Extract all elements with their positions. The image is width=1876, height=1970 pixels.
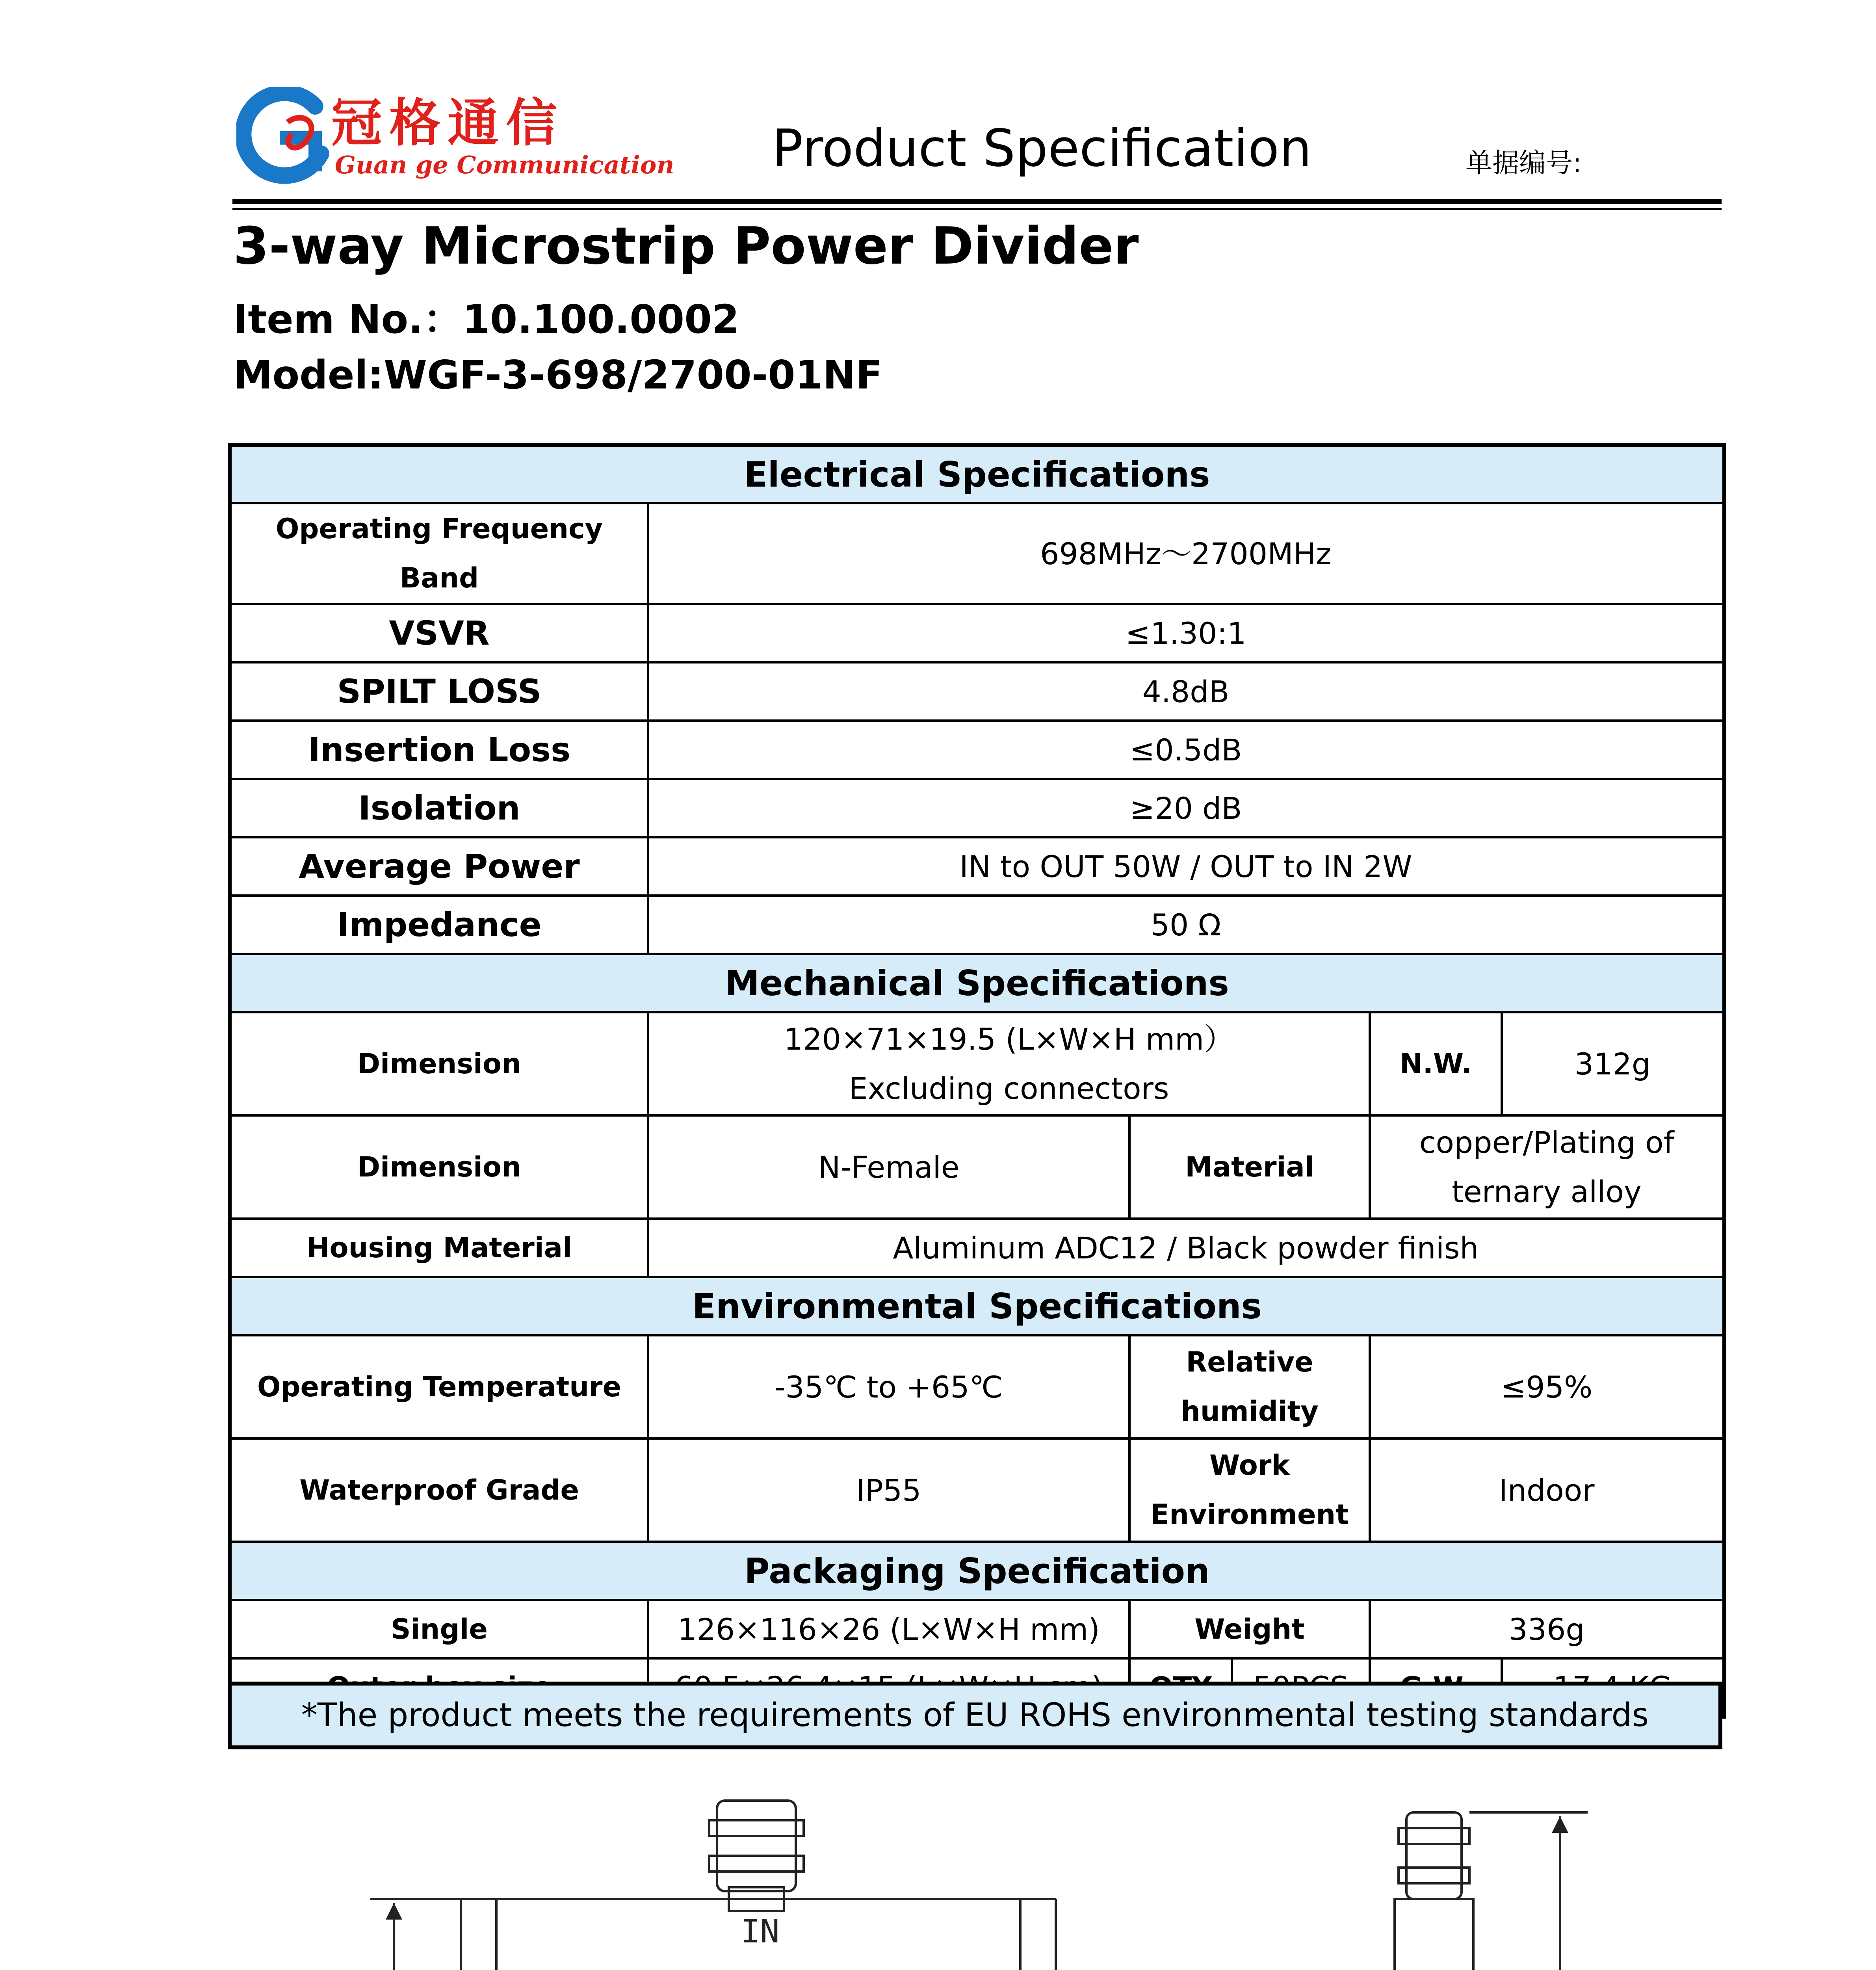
nw-label: N.W. xyxy=(1370,1012,1502,1115)
specification-table xyxy=(228,443,1726,1719)
row-label: Operating Frequency Band xyxy=(230,503,648,604)
section-packaging: Packaging Specification xyxy=(230,1542,1724,1600)
row-value: 50 Ω xyxy=(648,896,1724,954)
header-rule-thin xyxy=(232,208,1722,210)
port-in-label: IN xyxy=(741,1913,780,1950)
material-value-line2: ternary alloy xyxy=(1452,1174,1642,1209)
nw-value: 312g xyxy=(1502,1012,1724,1115)
material-value xyxy=(1370,1115,1724,1219)
section-environmental: Environmental Specifications xyxy=(230,1277,1724,1335)
weight-value: 336g xyxy=(1370,1600,1724,1658)
row-value: ≥20 dB xyxy=(648,779,1724,837)
humidity-label-line2: humidity xyxy=(1181,1395,1319,1427)
company-logo xyxy=(236,79,674,193)
row-value: ≤0.5dB xyxy=(648,721,1724,779)
work-environment-label xyxy=(1129,1438,1370,1542)
section-mechanical: Mechanical Specifications xyxy=(230,954,1724,1012)
row-label: Insertion Loss xyxy=(230,721,648,779)
waterproof-label: Waterproof Grade xyxy=(230,1438,648,1542)
logo-chinese-name: 冠格通信 xyxy=(331,93,565,153)
dimension-value-line2: Excluding connectors xyxy=(849,1071,1169,1106)
product-title: 3-way Microstrip Power Divider xyxy=(233,216,1139,276)
row-label: Impedance xyxy=(230,896,648,954)
front-flange-left xyxy=(461,1899,496,1970)
temperature-label: Operating Temperature xyxy=(230,1335,648,1438)
work-environment-label-line1: Work xyxy=(1209,1449,1290,1481)
row-value: IN to OUT 50W / OUT to IN 2W xyxy=(648,837,1724,896)
work-environment-label-line2: Environment xyxy=(1150,1498,1349,1531)
housing-value: Aluminum ADC12 / Black powder finish xyxy=(648,1219,1724,1277)
item-number: Item No.：10.100.0002 xyxy=(233,296,739,342)
waterproof-value: IP55 xyxy=(648,1438,1129,1542)
side-view xyxy=(1395,1812,1473,1970)
connector-value: N-Female xyxy=(648,1115,1129,1219)
dimension-label: Dimension xyxy=(230,1012,648,1115)
dimension-value xyxy=(648,1012,1370,1115)
material-label: Material xyxy=(1129,1115,1370,1219)
row-value: 4.8dB xyxy=(648,662,1724,721)
row-label: SPILT LOSS xyxy=(230,662,648,721)
section-electrical: Electrical Specifications xyxy=(230,445,1724,503)
temperature-value: -35℃ to +65℃ xyxy=(648,1335,1129,1438)
rohs-note: *The product meets the requirements of EU ROHS environmental testing standards xyxy=(228,1682,1722,1749)
humidity-label xyxy=(1129,1335,1370,1438)
work-environment-value: Indoor xyxy=(1370,1438,1724,1542)
humidity-value: ≤95% xyxy=(1370,1335,1724,1438)
model-number: Model:WGF-3-698/2700-01NF xyxy=(233,352,883,398)
row-value: ≤1.30:1 xyxy=(648,604,1724,662)
humidity-label-line1: Relative xyxy=(1186,1346,1313,1378)
logo-english-name: Guan ge Communication xyxy=(335,151,674,179)
row-value: 698MHz～2700MHz xyxy=(648,503,1724,604)
row-label: Isolation xyxy=(230,779,648,837)
row-label: VSVR xyxy=(230,604,648,662)
connector-label: Dimension xyxy=(230,1115,648,1219)
header-title: Product Specification xyxy=(772,118,1312,178)
header-rule xyxy=(232,199,1722,204)
single-value: 126×116×26 (L×W×H mm) xyxy=(648,1600,1129,1658)
weight-label: Weight xyxy=(1129,1600,1370,1658)
material-value-line1: copper/Plating of xyxy=(1419,1125,1674,1160)
single-label: Single xyxy=(230,1600,648,1658)
logo-g-mark-icon xyxy=(236,87,331,185)
row-label: Average Power xyxy=(230,837,648,896)
dimension-value-line1: 120×71×19.5 (L×W×H mm） xyxy=(784,1022,1234,1057)
in-connector-icon xyxy=(709,1801,804,1911)
dimension-drawing xyxy=(0,1769,1876,1970)
housing-label: Housing Material xyxy=(230,1219,648,1277)
document-number-label: 单据编号: xyxy=(1466,148,1582,179)
front-flange-right xyxy=(1020,1899,1056,1970)
